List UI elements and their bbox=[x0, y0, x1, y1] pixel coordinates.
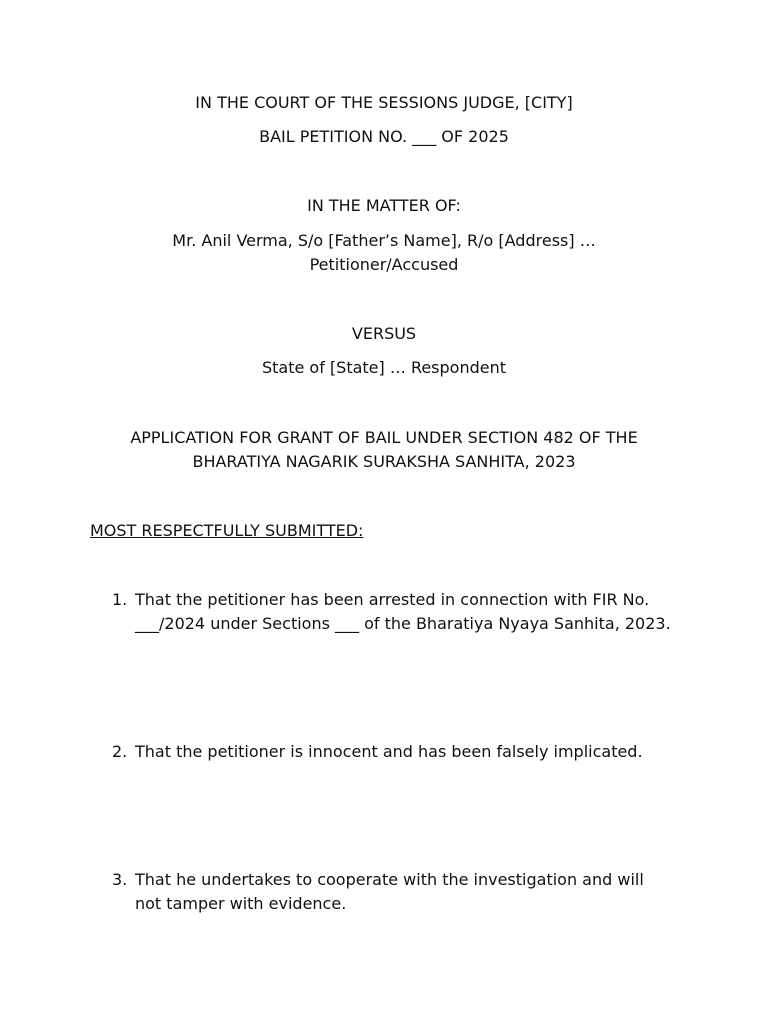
versus-label: VERSUS bbox=[351, 324, 417, 343]
respondent-line: State of [State] … Respondent bbox=[261, 358, 507, 377]
list-text: That the petitioner is innocent and has been falsely implicated. bbox=[135, 742, 643, 761]
application-title-line1: APPLICATION FOR GRANT OF BAIL UNDER SECTION 482 OF THE bbox=[130, 428, 638, 447]
court-title: IN THE COURT OF THE SESSIONS JUDGE, [CITY] bbox=[195, 93, 573, 112]
petition-number: BAIL PETITION NO. ___ OF 2025 bbox=[259, 127, 509, 146]
list-item-1 bbox=[112, 588, 672, 636]
list-number: 2. bbox=[112, 742, 128, 761]
list-item-3 bbox=[112, 868, 672, 916]
submission-heading: MOST RESPECTFULLY SUBMITTED: bbox=[90, 521, 364, 540]
list-item-2 bbox=[112, 740, 672, 764]
petitioner-role: Petitioner/Accused bbox=[309, 255, 459, 274]
application-title-line2: BHARATIYA NAGARIK SURAKSHA SANHITA, 2023 bbox=[192, 452, 576, 471]
list-text: That he undertakes to cooperate with the investigation and will not tamper with evidence. bbox=[135, 870, 644, 913]
list-number: 3. bbox=[112, 870, 128, 889]
matter-heading: IN THE MATTER OF: bbox=[307, 196, 461, 215]
list-text: That the petitioner has been arrested in connection with FIR No. ___/2024 under Sections ___ of the Bharatiya Nyaya Sanhita, 2023. bbox=[135, 590, 671, 633]
list-number: 1. bbox=[112, 590, 128, 609]
petitioner-line: Mr. Anil Verma, S/o [Father’s Name], R/o [Address] … bbox=[172, 231, 596, 250]
